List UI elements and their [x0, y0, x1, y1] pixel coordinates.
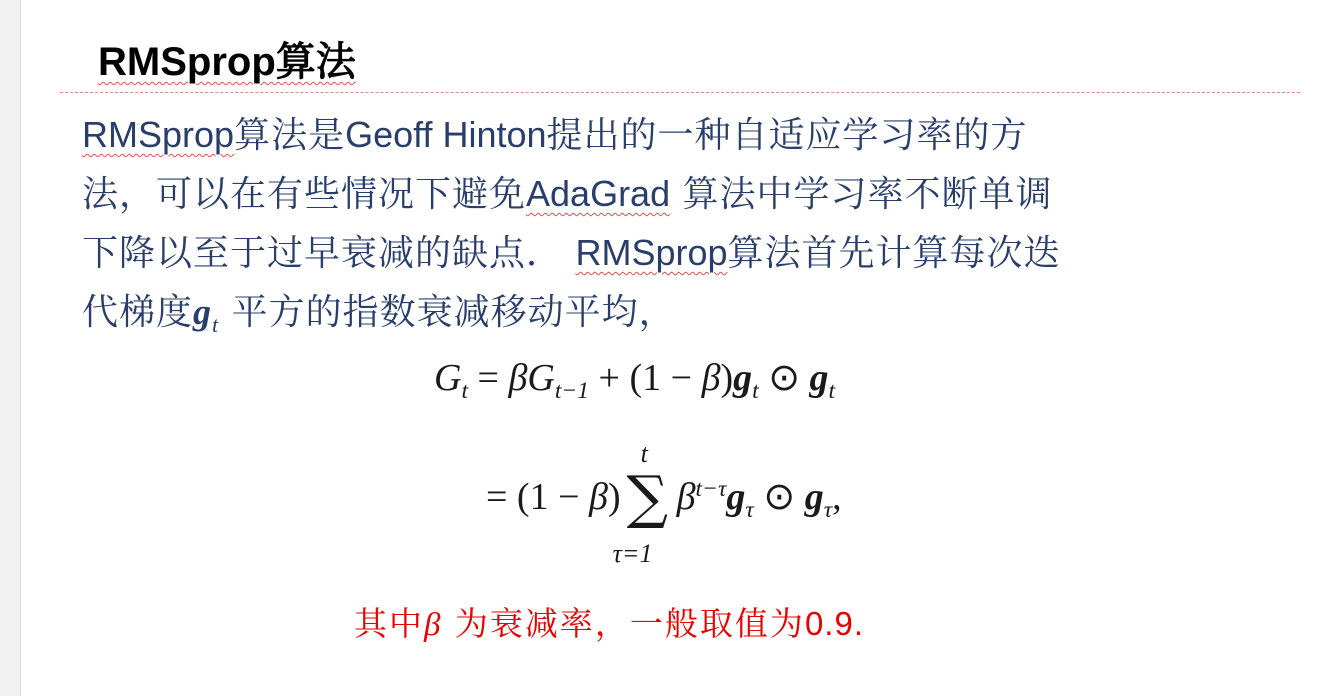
summation	[612, 439, 671, 569]
text-segment: 算法首先计算每次迭	[727, 233, 1061, 274]
math-G: G	[527, 357, 555, 399]
math-sub: t	[752, 378, 759, 405]
title-text: RMSprop算法	[98, 40, 356, 84]
body-paragraph	[82, 106, 1302, 354]
math-op: ⊙	[753, 475, 805, 518]
text-segment: 法，可以在有些情况下避免	[82, 174, 527, 215]
math-sub: t	[828, 378, 836, 405]
decay-rate-value: 0.9	[804, 605, 854, 642]
paragraph-line-2	[82, 165, 1302, 224]
paragraph-line-3	[82, 224, 1302, 283]
math-sub: τ	[823, 497, 833, 524]
math-beta: β	[589, 475, 608, 518]
sum-upper-limit: t	[640, 439, 648, 469]
math-g: g	[726, 475, 746, 518]
math-op: + (1 −	[589, 357, 702, 399]
math-beta: β	[676, 475, 696, 518]
math-beta: β	[424, 607, 443, 643]
note-period: .	[853, 605, 864, 642]
math-op: ⊙	[758, 357, 810, 399]
math-beta: β	[508, 357, 528, 399]
equation-line-2	[486, 439, 842, 569]
math-beta: β	[701, 357, 721, 399]
math-g: g	[804, 475, 824, 518]
text-segment: 算法是	[234, 115, 346, 156]
text-segment: 算法中学习率不断单调	[670, 174, 1053, 215]
text-segment: 平方的指数衰减移动平均，	[219, 292, 676, 333]
math-exponent: t−τ	[695, 476, 727, 502]
note-text: 其中	[354, 604, 424, 643]
math-op: = (1 −	[486, 475, 590, 518]
decay-rate-note	[354, 598, 864, 645]
equation-line-1	[434, 354, 835, 414]
term-rmsprop: RMSprop	[575, 232, 728, 273]
term-rmsprop: RMSprop	[82, 114, 235, 155]
text-segment: 下降以至于过早衰减的缺点．	[82, 233, 576, 274]
sum-sign: ∑	[626, 463, 669, 532]
math-var-g: g	[193, 292, 213, 332]
title-divider	[60, 92, 1300, 93]
name-geoff-hinton: Geoff Hinton	[345, 114, 547, 155]
slide-panel-gutter	[0, 0, 21, 696]
math-op: ,	[832, 475, 842, 518]
math-sub: t−1	[554, 378, 590, 405]
math-sub: t	[461, 378, 468, 405]
sum-lower-limit: τ=1	[612, 539, 653, 569]
slide-title	[98, 36, 356, 88]
math-sub-t: t	[212, 311, 220, 337]
math-op: )	[607, 475, 621, 518]
note-text: 为衰减率，一般取值为	[442, 604, 805, 643]
paragraph-line-1	[82, 106, 1302, 165]
math-op: =	[468, 357, 509, 399]
text-segment: 代梯度	[82, 292, 194, 333]
paragraph-line-4	[82, 283, 1302, 354]
math-op: )	[720, 357, 734, 399]
math-g: g	[733, 357, 753, 399]
math-g: g	[809, 357, 829, 399]
term-adagrad: AdaGrad	[526, 173, 671, 214]
text-segment: 提出的一种自适应学习率的方	[546, 115, 1028, 156]
math-sub: τ	[745, 497, 754, 524]
math-G: G	[434, 357, 462, 399]
